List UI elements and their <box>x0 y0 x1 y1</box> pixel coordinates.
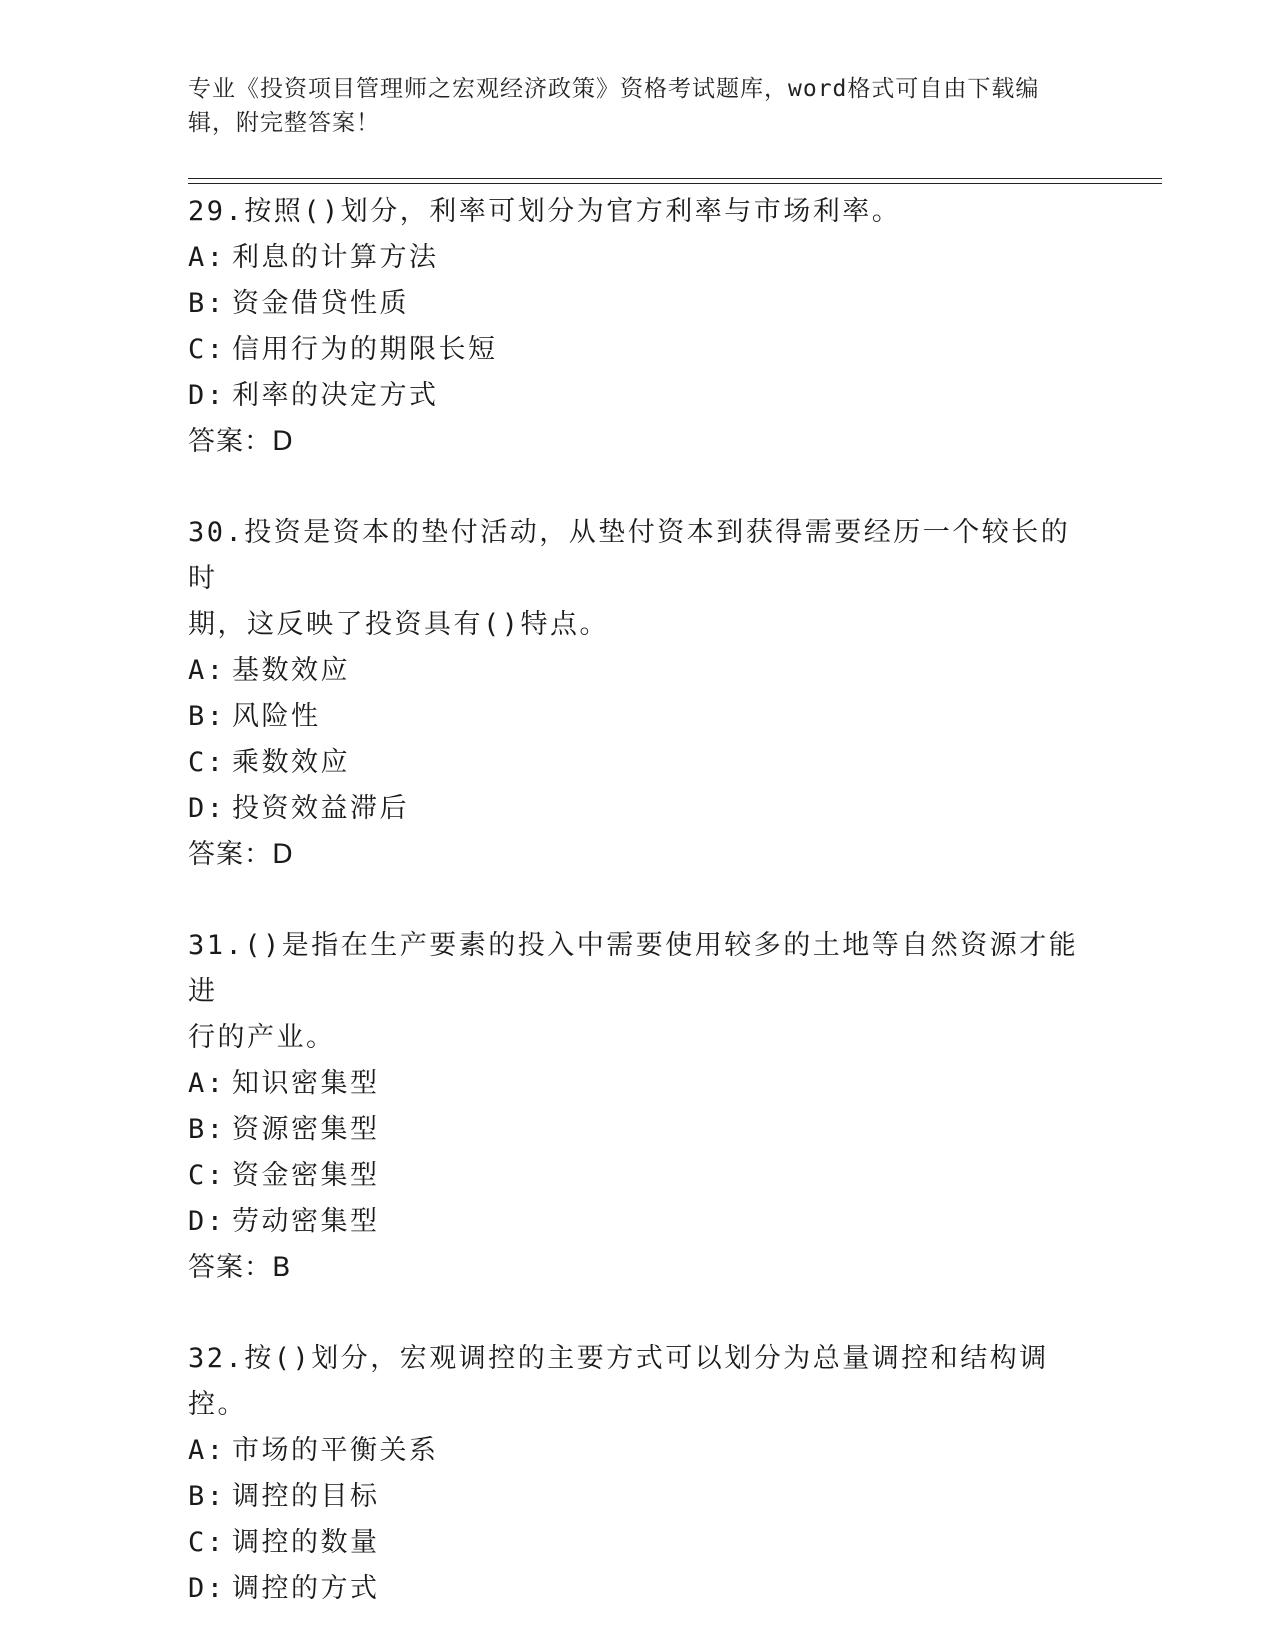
question-stem: 30.投资是资本的垫付活动，从垫付资本到获得需要经历一个较长的时 <box>188 517 1071 594</box>
option-d <box>188 1566 1088 1612</box>
question-30 <box>188 510 1088 878</box>
option-a <box>188 1061 1088 1107</box>
header-divider-top <box>188 178 1162 179</box>
option-a <box>188 648 1088 694</box>
option-d <box>188 786 1088 832</box>
question-stem: 31.()是指在生产要素的投入中需要使用较多的土地等自然资源才能进 <box>188 930 1079 1007</box>
option-letter: D: <box>188 380 226 411</box>
option-text: 利率的决定方式 <box>232 380 439 411</box>
option-letter: B: <box>188 701 226 732</box>
question-stem-continued: 期，这反映了投资具有()特点。 <box>188 609 610 640</box>
option-text: 调控的方式 <box>232 1573 380 1604</box>
option-a <box>188 235 1088 281</box>
option-text: 投资效益滞后 <box>232 793 409 824</box>
option-d <box>188 1199 1088 1245</box>
option-letter: B: <box>188 1481 226 1512</box>
option-text: 资源密集型 <box>232 1114 380 1145</box>
question-stem: 32.按()划分，宏观调控的主要方式可以划分为总量调控和结构调控。 <box>188 1343 1049 1420</box>
option-b <box>188 694 1088 740</box>
option-b <box>188 1474 1088 1520</box>
header-divider-bottom <box>188 183 1162 184</box>
option-text: 知识密集型 <box>232 1068 380 1099</box>
option-letter: C: <box>188 747 226 778</box>
option-letter: C: <box>188 1527 226 1558</box>
option-letter: A: <box>188 1435 226 1466</box>
question-stem: 29.按照()划分，利率可划分为官方利率与市场利率。 <box>188 196 902 227</box>
option-text: 乘数效应 <box>232 747 350 778</box>
option-c <box>188 740 1088 786</box>
option-text: 风险性 <box>232 701 321 732</box>
document-header <box>188 72 1088 140</box>
question-stem-continued: 行的产业。 <box>188 1022 336 1053</box>
option-letter: A: <box>188 1068 226 1099</box>
option-text: 资金借贷性质 <box>232 288 409 319</box>
option-letter: B: <box>188 1114 226 1145</box>
header-line-2: 辑，附完整答案！ <box>188 110 380 136</box>
option-b <box>188 1107 1088 1153</box>
answer-line: 答案：D <box>188 839 294 870</box>
option-text: 劳动密集型 <box>232 1206 380 1237</box>
option-text: 资金密集型 <box>232 1160 380 1191</box>
option-letter: B: <box>188 288 226 319</box>
option-letter: D: <box>188 793 226 824</box>
question-list <box>188 189 1088 1612</box>
option-letter: C: <box>188 1160 226 1191</box>
option-c <box>188 1153 1088 1199</box>
answer-line: 答案：B <box>188 1252 292 1283</box>
option-text: 基数效应 <box>232 655 350 686</box>
option-text: 利息的计算方法 <box>232 242 439 273</box>
option-text: 信用行为的期限长短 <box>232 334 498 365</box>
option-letter: C: <box>188 334 226 365</box>
question-29 <box>188 189 1088 465</box>
option-d <box>188 373 1088 419</box>
option-letter: D: <box>188 1573 226 1604</box>
option-letter: A: <box>188 655 226 686</box>
option-c <box>188 1520 1088 1566</box>
option-b <box>188 281 1088 327</box>
question-31 <box>188 923 1088 1291</box>
option-a <box>188 1428 1088 1474</box>
option-c <box>188 327 1088 373</box>
option-letter: D: <box>188 1206 226 1237</box>
option-text: 调控的数量 <box>232 1527 380 1558</box>
answer-line: 答案：D <box>188 426 294 457</box>
option-letter: A: <box>188 242 226 273</box>
option-text: 市场的平衡关系 <box>232 1435 439 1466</box>
question-32 <box>188 1336 1088 1612</box>
header-line-1: 专业《投资项目管理师之宏观经济政策》资格考试题库，word格式可自由下载编 <box>188 76 1040 102</box>
option-text: 调控的目标 <box>232 1481 380 1512</box>
